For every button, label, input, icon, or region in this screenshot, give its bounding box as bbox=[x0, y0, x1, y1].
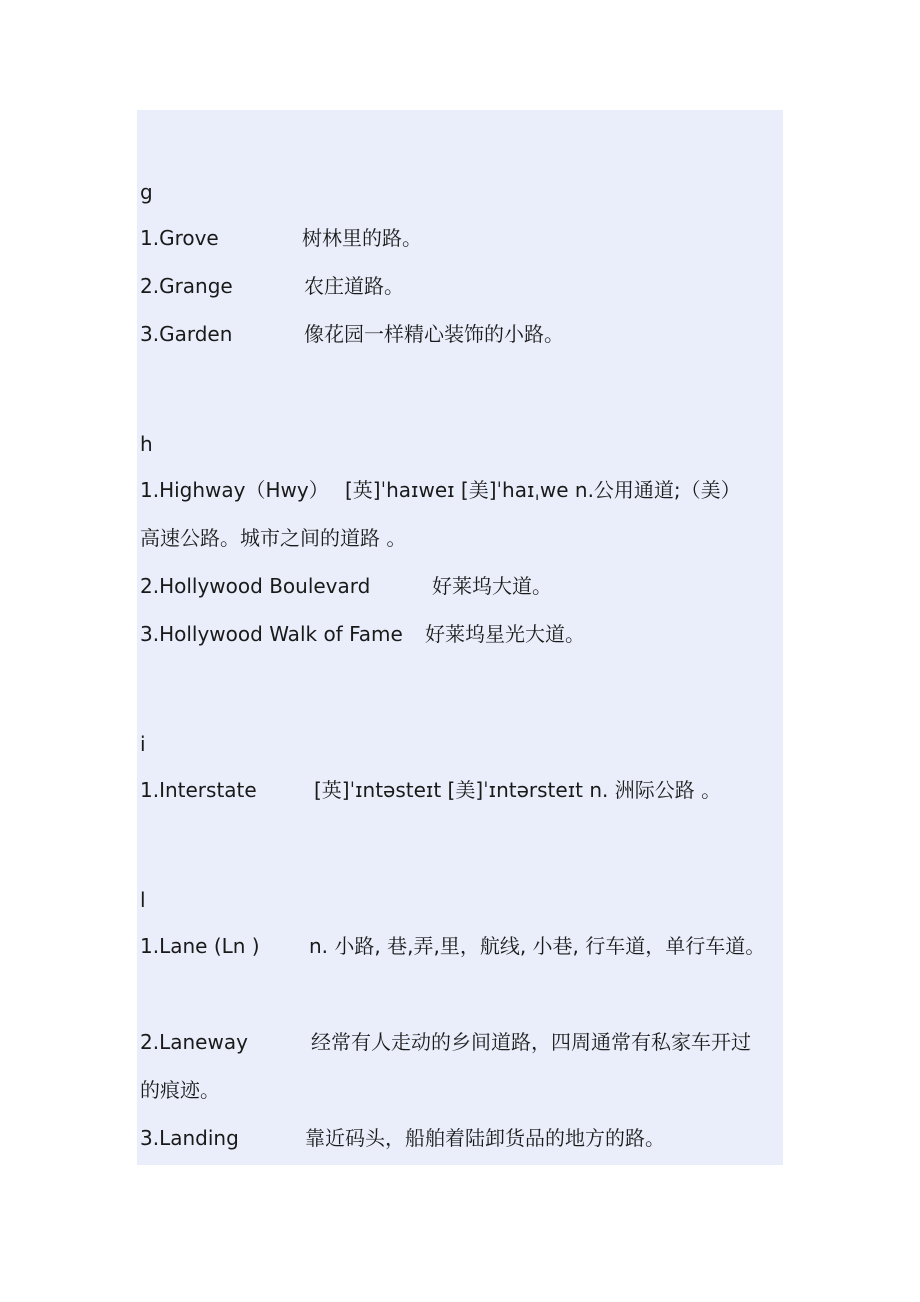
term: 3.Hollywood Walk of Fame bbox=[140, 622, 403, 646]
term: 2.Grange bbox=[140, 274, 233, 298]
term: 1.Grove bbox=[140, 226, 219, 250]
definition: 经常有人走动的乡间道路，四周通常有私家车开过 bbox=[311, 1030, 751, 1054]
section-letter-i: i bbox=[140, 732, 146, 756]
list-item bbox=[140, 1029, 751, 1055]
term: 2.Hollywood Boulevard bbox=[140, 574, 371, 598]
list-item bbox=[140, 1125, 665, 1151]
definition: 好莱坞大道。 bbox=[432, 574, 552, 598]
section-letter-g: g bbox=[140, 180, 153, 204]
section-letter-l: l bbox=[140, 888, 146, 912]
definition: 树林里的路。 bbox=[302, 226, 422, 250]
term: 2.Laneway bbox=[140, 1030, 248, 1054]
section-letter-h: h bbox=[140, 432, 153, 456]
list-item bbox=[140, 933, 766, 959]
term: 1.Highway（Hwy） bbox=[140, 478, 329, 502]
definition: 好莱坞星光大道。 bbox=[425, 622, 585, 646]
definition-continuation: 高速公路。城市之间的道路 。 bbox=[140, 526, 407, 550]
definition: 像花园一样精心装饰的小路。 bbox=[304, 322, 564, 346]
term: 1.Lane (Ln ) bbox=[140, 934, 260, 958]
definition: n. 小路, 巷,弄,里，航线, 小巷, 行车道，单行车道。 bbox=[309, 934, 766, 958]
list-item bbox=[140, 321, 564, 347]
term: 1.Interstate bbox=[140, 778, 257, 802]
list-item bbox=[140, 477, 741, 503]
term: 3.Landing bbox=[140, 1126, 239, 1150]
list-item bbox=[140, 777, 722, 803]
list-item bbox=[140, 225, 422, 251]
list-item bbox=[140, 273, 404, 299]
definition-continuation: 的痕迹。 bbox=[140, 1078, 220, 1102]
term: 3.Garden bbox=[140, 322, 233, 346]
list-item bbox=[140, 621, 585, 647]
list-item bbox=[140, 573, 552, 599]
definition: 农庄道路。 bbox=[304, 274, 404, 298]
definition: [英]ˈhaɪweɪ [美]ˈhaɪˌwe n.公用通道;（美） bbox=[345, 478, 741, 502]
definition: 靠近码头，船舶着陆卸货品的地方的路。 bbox=[305, 1126, 665, 1150]
definition: [英]ˈɪntəsteɪt [美]ˈɪntərsteɪt n. 洲际公路 。 bbox=[314, 778, 722, 802]
